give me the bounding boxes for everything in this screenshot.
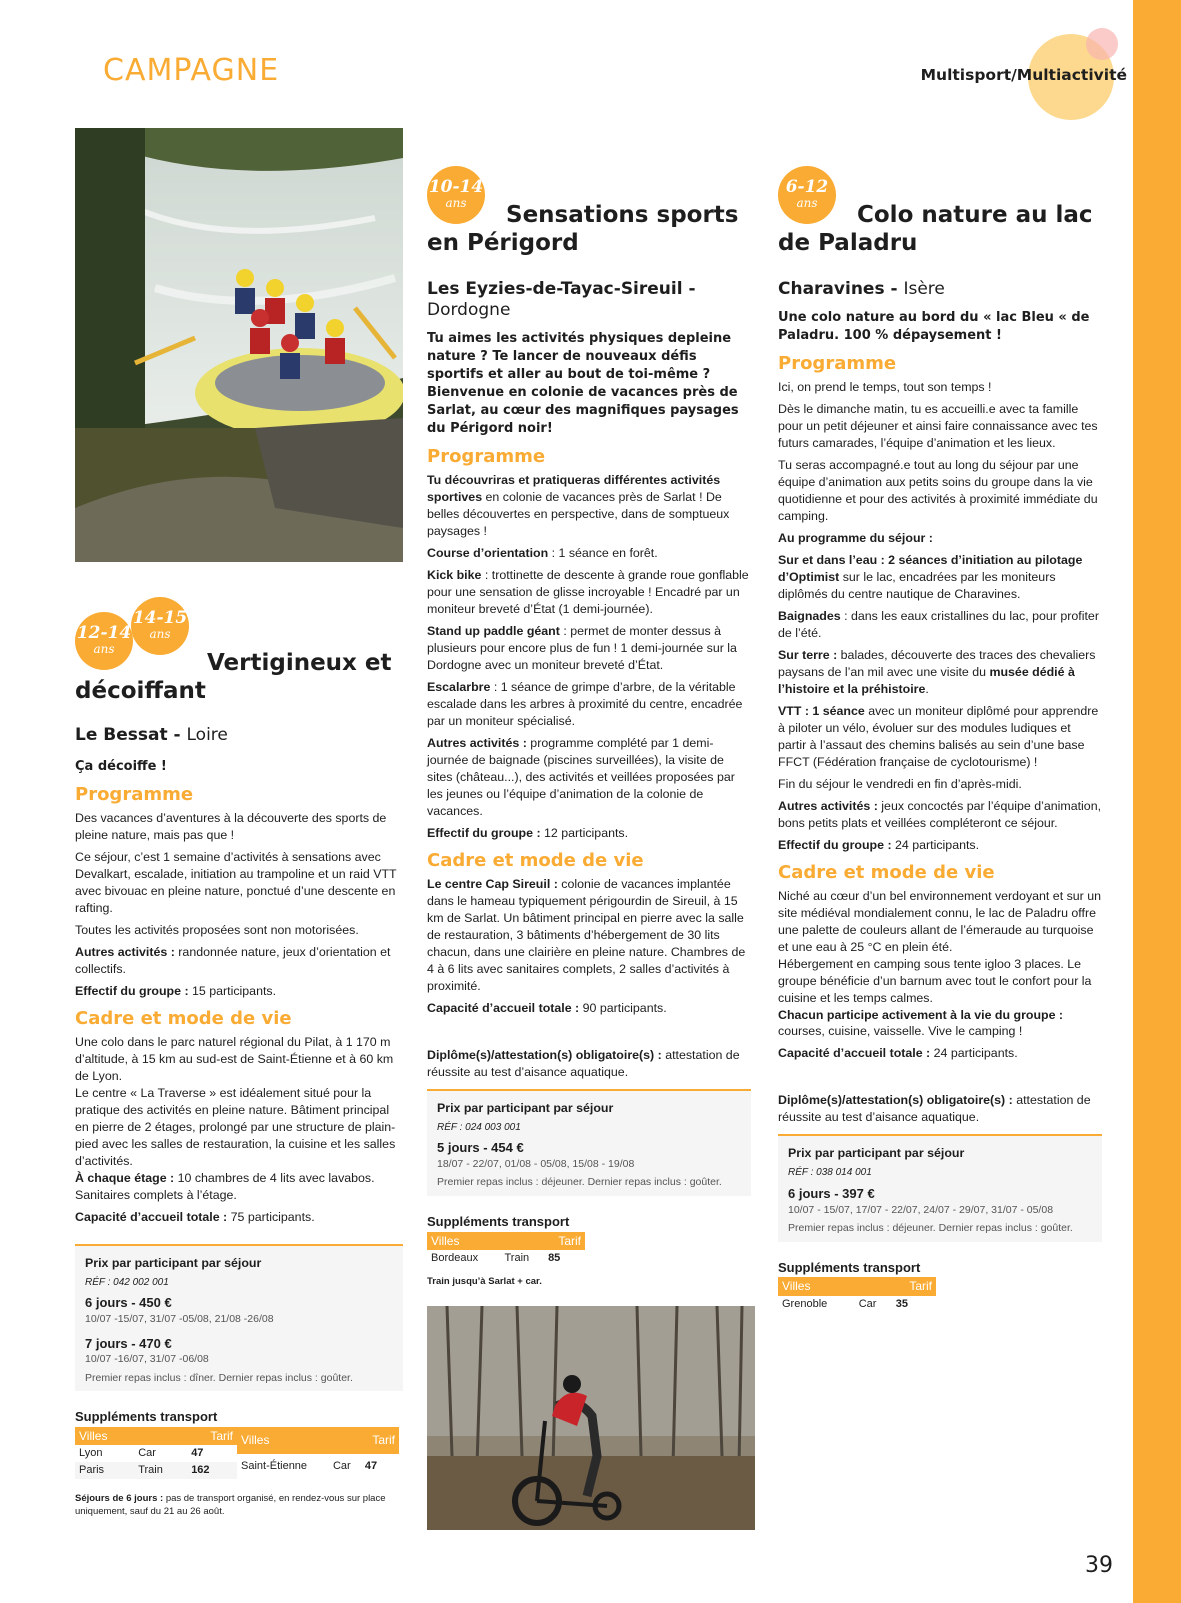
paragraph-text: 10 chambres de 4 lits avec lavabos. Sanitaires complets à l’étage. <box>75 1170 375 1202</box>
rafting-photo <box>75 128 403 562</box>
camp-title-line: en Périgord <box>427 230 579 256</box>
category-label: Multisport/Multiactivité <box>920 66 1127 84</box>
mode: Car <box>332 1460 351 1473</box>
location-region: Isère <box>903 279 945 299</box>
paragraph <box>778 647 1102 698</box>
paragraph: Une colo dans le parc naturel régional du Pilat, à 1 170 m d’altitude, à 15 km au sud-est de Saint-Étienne et à 60 km de Lyon. <box>75 1034 394 1083</box>
programme-heading: Programme <box>75 784 194 805</box>
paragraph <box>427 679 751 730</box>
paragraph-text: 90 participants. <box>579 1000 667 1015</box>
paragraph-label: Sur terre : <box>778 647 838 662</box>
city: Grenoble <box>782 1297 828 1310</box>
paragraph <box>778 1007 1102 1041</box>
paragraph: Hébergement en camping sous tente igloo 3 places. Le groupe bénéficie d’un barnum avec tout le confort pour la cuisine et les temps calmes. <box>778 956 1092 1005</box>
age-range: 14-15 <box>132 608 188 628</box>
paragraph-label: VTT : 1 séance <box>778 703 865 718</box>
paragraph <box>778 703 1102 771</box>
transport-heading: Suppléments transport <box>75 1409 218 1425</box>
kick-bike-photo <box>427 1306 755 1530</box>
paragraph-label: Chacun participe activement à la vie du groupe : <box>778 1007 1064 1022</box>
paragraph-label: Capacité d’accueil totale : <box>75 1209 231 1224</box>
paragraph-text: : 1 séance en forêt. <box>548 545 658 560</box>
table-row <box>75 1462 237 1479</box>
paragraph-label: Stand up paddle géant <box>427 623 560 638</box>
paragraph <box>427 1000 751 1017</box>
paragraph <box>778 798 1102 832</box>
location-region: Loire <box>186 725 228 745</box>
table-row <box>75 1445 237 1462</box>
paragraph-label: Autres activités : <box>427 735 527 750</box>
camp-location <box>778 279 1102 300</box>
price-header: Prix par participant par séjour <box>437 1100 614 1115</box>
paragraph: Niché au cœur d’un bel environnement verdoyant et sur un site médiéval mondialement connu, le lac de Paladru offre une palette de couleurs allant de l’émeraude au turquoise et une eau à 25 °C en plein été. <box>778 888 1102 954</box>
camp-lead: Tu aimes les activités physiques depleine nature ? Te lancer de nouveaux défis sportifs et aller au bout de toi-même ? Bienvenue en colonie de vacances près de Sarlat, au cœur des magnifiques paysages du Périgord noir! <box>427 331 739 436</box>
note-text: pas de transport organisé, en rendez-vous sur place uniquement, sauf du 21 au 26 août. <box>75 1493 386 1517</box>
paragraph-text: 12 participants. <box>540 825 629 840</box>
paragraph-label: Course d’orientation <box>427 545 549 560</box>
paragraph-label: Le centre Cap Sireuil : <box>427 876 558 891</box>
table-row <box>237 1454 399 1479</box>
price-dates: 18/07 - 22/07, 01/08 - 05/08, 15/08 - 19/08 <box>437 1158 635 1170</box>
paragraph-label: Diplôme(s)/attestation(s) obligatoire(s) : <box>778 1093 1013 1108</box>
paragraph-text: randonnée nature, jeux d’orientation et collectifs. <box>75 944 391 976</box>
age-unit: ans <box>445 196 467 210</box>
price-ref: RÉF : 042 002 001 <box>85 1276 169 1288</box>
paragraph-label: Diplôme(s)/attestation(s) obligatoire(s) : <box>427 1047 662 1062</box>
paragraph <box>427 567 751 618</box>
paragraph-label: Sur et dans l’eau : 2 séances d’initiation au pilotage d’Optimist <box>778 552 1083 584</box>
transport-note <box>75 1493 403 1518</box>
paragraph-text: 15 participants. <box>192 983 277 998</box>
location-town: Le Bessat - <box>75 725 187 745</box>
paragraph-label: Autres activités : <box>75 944 179 959</box>
camp-title <box>75 649 403 705</box>
middle-column <box>427 201 751 1288</box>
price-option: 7 jours - 470 € <box>85 1335 172 1351</box>
paragraph-text: 75 participants. <box>230 1209 315 1224</box>
price-meal-note: Premier repas inclus : dîner. Dernier repas inclus : goûter. <box>85 1371 353 1384</box>
age-range: 6-12 <box>785 177 829 197</box>
price-meal-note: Premier repas inclus : déjeuner. Dernier repas inclus : goûter. <box>437 1176 722 1189</box>
paragraph-text: 24 participants. <box>891 837 980 852</box>
price: 35 <box>895 1297 909 1310</box>
price-header: Prix par participant par séjour <box>788 1146 965 1161</box>
paragraph: Tu seras accompagné.e tout au long du séjour par une équipe d’animation aux petits soins du groupe dans la vie quotidienne et pour des activités à proximité immédiate du camping. <box>778 457 1098 523</box>
price-box <box>427 1089 751 1196</box>
paragraph: Fin du séjour le vendredi en fin d’après-midi. <box>778 776 1022 791</box>
paragraph-label: Capacité d’accueil totale : <box>778 1046 931 1061</box>
paragraph-text: : 1 séance de grimpe d’arbre, de la véritable escalade dans les arbres à proximité du centre, encadrée par un moniteur spécialisé. <box>427 679 743 728</box>
paragraph-text: sur le lac, encadrées par les moniteurs diplômés du centre nautique de Charavines. <box>778 569 1056 601</box>
deco-circle <box>1086 28 1118 60</box>
price: 47 <box>191 1447 204 1460</box>
paragraph <box>778 530 1102 547</box>
city: Paris <box>79 1464 105 1477</box>
cadre-heading: Cadre et mode de vie <box>75 1007 292 1029</box>
age-range: 12-14 <box>76 623 132 643</box>
programme-heading: Programme <box>427 446 546 467</box>
cadre-heading: Cadre et mode de vie <box>778 861 995 883</box>
paragraph <box>427 825 751 842</box>
camp-title-line: décoiffant <box>75 678 206 704</box>
transport-tables <box>75 1426 403 1480</box>
price-ref: RÉF : 038 014 001 <box>788 1167 872 1179</box>
paragraph <box>75 983 403 1000</box>
table-row <box>778 1296 936 1313</box>
camp-location <box>75 725 403 746</box>
camp-title-line: Vertigineux et <box>207 650 392 676</box>
paragraph: Le centre « La Traverse » est idéalement situé pour la pratique des activités en pleine nature. Bâtiment principal en pierre de 2 étages, prolongé par une structure de plain-pied avec les salles de restauration, la cuisine et les salles d’activités. <box>75 1085 396 1168</box>
price: 47 <box>364 1460 378 1473</box>
age-range: 10-14 <box>428 177 484 197</box>
price-meal-note: Premier repas inclus : déjeuner. Dernier repas inclus : goûter. <box>788 1222 1073 1235</box>
cadre-heading: Cadre et mode de vie <box>427 849 644 871</box>
col-tarif: Tarif <box>892 1277 936 1295</box>
price: 85 <box>548 1251 561 1264</box>
age-unit: ans <box>149 627 171 641</box>
paragraph-label: Escalarbre <box>427 679 491 694</box>
paragraph: Des vacances d’aventures à la découverte des sports de pleine nature, mais pas que ! <box>75 811 387 842</box>
paragraph <box>778 608 1102 642</box>
camp-title-line: Colo nature au lac <box>857 202 1093 228</box>
paragraph-text: : dans les eaux cristallines du lac, pour profiter de l’été. <box>778 608 1099 640</box>
camp-title-line: Sensations sports <box>506 202 739 228</box>
programme-heading: Programme <box>778 353 897 374</box>
paragraph-text: . <box>925 681 929 696</box>
paragraph: Dès le dimanche matin, tu es accueilli.e avec ta famille pour un petit déjeuner et ainsi faire connaissance avec tes futurs camarades, l’équipe d’animation et les lieux. <box>778 401 1098 450</box>
mode: Car <box>138 1447 156 1460</box>
paragraph: Toutes les activités proposées sont non motorisées. <box>75 922 359 937</box>
paragraph <box>778 837 1102 854</box>
camp-lead: Une colo nature au bord du « lac Bleu « de Paladru. 100 % dépaysement ! <box>778 310 1090 343</box>
paragraph-label: À chaque étage : <box>75 1170 178 1185</box>
paragraph-text: : trottinette de descente à grande roue gonflable pour une sensation de glisse incroyable ! Encadré par un moniteur breveté d’État (1 demi-journée). <box>427 567 749 616</box>
camp-title-line: de Paladru <box>778 230 918 256</box>
paragraph-label: Baignades <box>778 608 841 623</box>
paragraph-text: en colonie de vacances près de Sarlat ! De belles découvertes en perspective, dans de somptueux paysages ! <box>427 489 730 538</box>
col-villes: Villes <box>237 1427 329 1454</box>
mode: Train <box>138 1464 163 1477</box>
mode: Train <box>504 1251 530 1264</box>
paragraph: Ce séjour, c’est 1 semaine d’activités à sensations avec Devalkart, escalade, initiation au trampoline et un raid VTT avec bivouac en pleine nature, ponctué d’une descente en rafting. <box>75 849 397 915</box>
paragraph-text: programme complété par 1 demi-journée de baignade (piscines surveillées), la visite de sites (château...), des activités et veillées proposées par les jeunes ou l’équipe d’animation de la colonie de vacances. <box>427 735 735 818</box>
paragraph-label: Tu découvriras et pratiqueras différentes activités sportives <box>427 473 721 504</box>
price-box <box>75 1244 403 1391</box>
paragraph-text: courses, cuisine, vaisselle. Vive le camping ! <box>778 1024 1023 1039</box>
paragraph <box>778 1045 1102 1062</box>
city: Saint-Étienne <box>241 1460 308 1473</box>
col-tarif: Tarif <box>361 1427 399 1454</box>
left-column <box>75 649 403 1518</box>
transport-heading: Suppléments transport <box>778 1259 921 1275</box>
paragraph <box>778 552 1102 603</box>
transport-table <box>237 1427 399 1480</box>
paragraph-text: : permet de monter dessus à plusieurs pour encore plus de fun ! 1 demi-journée sur la Dordogne avec un moniteur breveté d’État. <box>427 623 737 672</box>
col-tarif: Tarif <box>187 1427 237 1445</box>
col-tarif: Tarif <box>544 1232 585 1250</box>
col-villes: Villes <box>75 1427 134 1445</box>
location-town: Les Eyzies-de-Tayac-Sireuil - <box>427 279 696 299</box>
paragraph <box>75 1209 403 1226</box>
paragraph: Ici, on prend le temps, tout son temps ! <box>778 380 992 394</box>
paragraph-label: Kick bike <box>427 567 482 582</box>
price: 162 <box>191 1464 210 1477</box>
paragraph-label: Effectif du groupe : <box>778 837 892 852</box>
section-label: CAMPAGNE <box>103 53 280 88</box>
paragraph-text: avec un moniteur diplômé pour apprendre à piloter un vélo, évoluer sur des modules ludiques et partir à l’assaut des chemins balisés au sein d’une base FFCT (Fédération française de cyclotourisme) ! <box>778 703 1099 769</box>
camp-title <box>778 201 1102 257</box>
paragraph <box>427 545 751 562</box>
table-row <box>427 1250 585 1267</box>
paragraph <box>427 623 751 674</box>
camp-lead: Ça décoiffe ! <box>75 759 167 774</box>
paragraph <box>427 472 751 540</box>
page-edge-bar <box>1133 0 1181 1603</box>
price-option: 5 jours - 454 € <box>437 1140 524 1156</box>
paragraph <box>427 876 751 995</box>
price-dates: 10/07 -16/07, 31/07 -06/08 <box>85 1353 209 1366</box>
transport-table <box>778 1277 936 1313</box>
city: Lyon <box>79 1447 103 1460</box>
paragraph-text: attestation de réussite au test d’aisance aquatique. <box>778 1093 1091 1125</box>
paragraph-label: Effectif du groupe : <box>427 825 541 840</box>
price-dates: 10/07 -15/07, 31/07 -05/08, 21/08 -26/08 <box>85 1313 274 1326</box>
price-ref: RÉF : 024 003 001 <box>437 1121 521 1133</box>
price-option: 6 jours - 450 € <box>85 1295 172 1311</box>
col-villes: Villes <box>427 1232 501 1250</box>
paragraph <box>75 944 403 978</box>
paragraph-text: jeux concoctés par l’équipe d’animation, bons petits plats et veillées compléteront ce séjour. <box>778 798 1102 830</box>
paragraph-label: Capacité d’accueil totale : <box>427 1000 580 1015</box>
price-box <box>778 1134 1102 1241</box>
transport-table <box>75 1427 237 1480</box>
mode: Car <box>858 1297 877 1310</box>
camp-location <box>427 279 751 321</box>
page-number: 39 <box>1085 1553 1113 1578</box>
col-villes: Villes <box>778 1277 855 1295</box>
price-option: 6 jours - 397 € <box>788 1186 875 1202</box>
age-unit: ans <box>93 642 115 656</box>
price-header: Prix par participant par séjour <box>85 1255 262 1270</box>
price-dates: 10/07 - 15/07, 17/07 - 22/07, 24/07 - 29/07, 31/07 - 05/08 <box>788 1203 1054 1216</box>
transport-heading: Suppléments transport <box>427 1213 570 1229</box>
paragraph-label: Au programme du séjour : <box>778 530 933 545</box>
paragraph-label: Autres activités : <box>778 798 878 813</box>
diploma-requirement <box>427 1047 751 1081</box>
age-unit: ans <box>796 196 818 210</box>
paragraph <box>427 735 751 820</box>
paragraph-text: colonie de vacances implantée dans le hameau typiquement périgourdin de Sireuil, à 15 km de Sarlat. Un bâtiment principal en pierre avec la salle de restauration, 3 bâtiments d’hébergement de 30 lits chacun, dans une clairière en pleine nature. Chambres de 4 à 6 lits avec sanitaires complets, 2 salles d’activités à proximité. <box>427 876 746 993</box>
camp-title <box>427 201 751 257</box>
location-town: Charavines - <box>778 279 904 299</box>
paragraph-text: balades, découverte des traces des chevaliers paysans de l’an mil avec une visite du <box>778 647 1096 679</box>
diploma-requirement <box>778 1092 1102 1126</box>
right-column <box>778 201 1102 1313</box>
age-badge <box>131 597 189 655</box>
paragraph-text: 24 participants. <box>930 1046 1018 1061</box>
note-label: Séjours de 6 jours : <box>75 1493 166 1505</box>
paragraph <box>75 1170 403 1204</box>
paragraph-text: attestation de réussite au test d’aisance aquatique. <box>427 1047 740 1079</box>
city: Bordeaux <box>431 1251 479 1264</box>
transport-table <box>427 1232 585 1268</box>
paragraph-label: Effectif du groupe : <box>75 983 193 998</box>
transport-note: Train jusqu’à Sarlat + car. <box>427 1276 542 1288</box>
location-region: Dordogne <box>427 300 511 320</box>
paragraph-label: musée dédié à l’histoire et la préhistoire <box>778 664 1075 696</box>
